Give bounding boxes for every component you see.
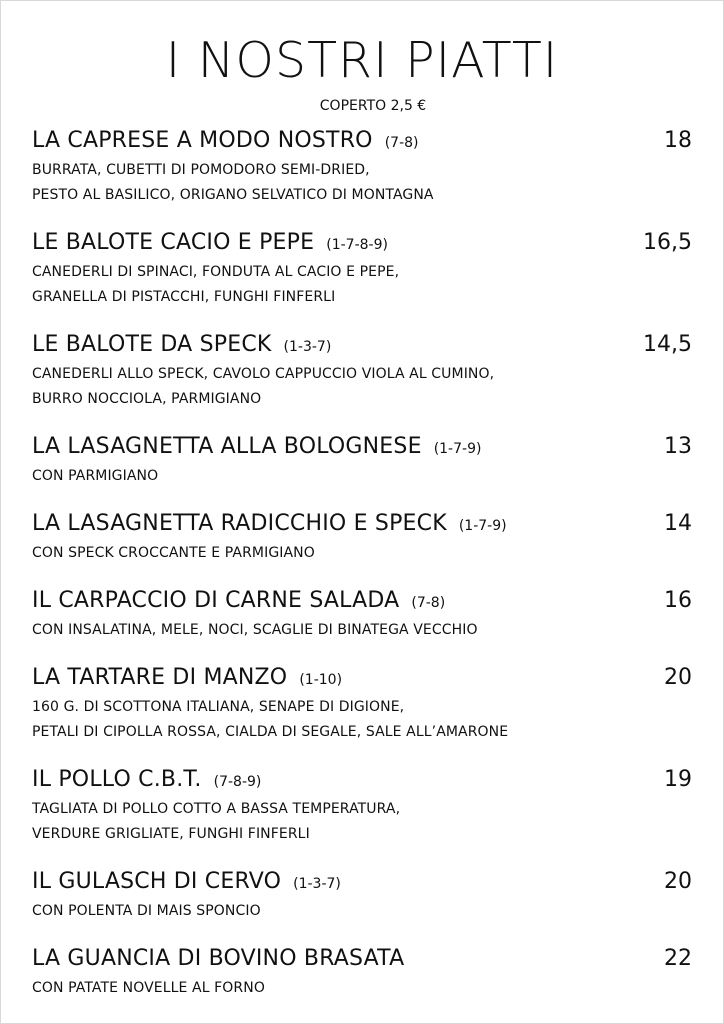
dish-price: 14,5 xyxy=(643,332,692,357)
coperto-charge: COPERTO 2,5 € xyxy=(319,98,427,114)
dish-allergens: (1-3-7) xyxy=(283,339,332,355)
dish-name: LA CAPRESE A MODO NOSTRO xyxy=(32,128,373,153)
dish-description xyxy=(32,797,692,847)
dish-allergens: (7-8) xyxy=(384,135,419,151)
dish-name: LE BALOTE DA SPECK xyxy=(32,332,272,357)
dish-price: 16 xyxy=(664,588,692,613)
menu-items-list xyxy=(32,126,692,1021)
dish-description-line: CON PATATE NOVELLE AL FORNO xyxy=(32,980,265,996)
dish-name: LA LASAGNETTA ALLA BOLOGNESE xyxy=(32,434,422,459)
dish-description-line: CON PARMIGIANO xyxy=(32,468,159,484)
dish-description xyxy=(32,464,692,489)
menu-item xyxy=(32,509,692,586)
dish-description-line: CON POLENTA DI MAIS SPONCIO xyxy=(32,903,261,919)
dish-description xyxy=(32,976,692,1001)
dish-allergens: (7-8) xyxy=(411,595,446,611)
dish-name: IL GULASCH DI CERVO xyxy=(32,869,282,894)
menu-item xyxy=(32,867,692,944)
dish-description-line: VERDURE GRIGLIATE, FUNGHI FINFERLI xyxy=(32,826,310,842)
menu-item xyxy=(32,330,692,432)
dish-description-line: CANEDERLI ALLO SPECK, CAVOLO CAPPUCCIO VIOLA AL CUMINO, xyxy=(32,366,495,382)
dish-description-line: TAGLIATA DI POLLO COTTO A BASSA TEMPERATURA, xyxy=(32,801,401,817)
dish-price: 22 xyxy=(664,946,692,971)
dish-description-line: BURRATA, CUBETTI DI POMODORO SEMI-DRIED, xyxy=(32,162,370,178)
dish-name: LE BALOTE CACIO E PEPE xyxy=(32,230,315,255)
dish-price: 14 xyxy=(664,511,692,536)
dish-description xyxy=(32,899,692,924)
menu-item xyxy=(32,228,692,330)
menu-item xyxy=(32,944,692,1021)
menu-item xyxy=(32,432,692,509)
dish-price: 20 xyxy=(664,665,692,690)
dish-description-line: CON INSALATINA, MELE, NOCI, SCAGLIE DI BINATEGA VECCHIO xyxy=(32,622,478,638)
dish-price: 18 xyxy=(664,128,692,153)
dish-allergens: (1-7-9) xyxy=(458,518,507,534)
dish-allergens: (1-7-9) xyxy=(433,441,482,457)
dish-description xyxy=(32,362,692,412)
dish-description-line: GRANELLA DI PISTACCHI, FUNGHI FINFERLI xyxy=(32,289,336,305)
dish-description-line: 160 G. DI SCOTTONA ITALIANA, SENAPE DI DIGIONE, xyxy=(32,699,405,715)
dish-description-line: CON SPECK CROCCANTE E PARMIGIANO xyxy=(32,545,315,561)
dish-price: 19 xyxy=(664,767,692,792)
dish-description xyxy=(32,618,692,643)
dish-allergens: (1-3-7) xyxy=(293,876,341,892)
dish-name: LA GUANCIA DI BOVINO BRASATA xyxy=(32,946,405,971)
dish-allergens: (1-10) xyxy=(299,672,343,688)
menu-title: I NOSTRI PIATTI xyxy=(165,32,559,89)
dish-name: IL POLLO C.B.T. xyxy=(32,767,202,792)
dish-description-line: PESTO AL BASILICO, ORIGANO SELVATICO DI MONTAGNA xyxy=(32,187,434,203)
dish-description-line: PETALI DI CIPOLLA ROSSA, CIALDA DI SEGALE, SALE ALL’AMARONE xyxy=(32,724,509,740)
menu-item xyxy=(32,126,692,228)
dish-description xyxy=(32,158,692,208)
dish-name: LA TARTARE DI MANZO xyxy=(32,665,288,690)
dish-allergens: (7-8-9) xyxy=(213,774,262,790)
dish-description xyxy=(32,260,692,310)
dish-name: IL CARPACCIO DI CARNE SALADA xyxy=(32,588,400,613)
dish-description-line: BURRO NOCCIOLA, PARMIGIANO xyxy=(32,391,262,407)
dish-description-line: CANEDERLI DI SPINACI, FONDUTA AL CACIO E PEPE, xyxy=(32,264,400,280)
dish-price: 16,5 xyxy=(643,230,692,255)
menu-item xyxy=(32,586,692,663)
dish-name: LA LASAGNETTA RADICCHIO E SPECK xyxy=(32,511,447,536)
dish-description xyxy=(32,695,692,745)
menu-item xyxy=(32,663,692,765)
dish-price: 13 xyxy=(664,434,692,459)
dish-allergens: (1-7-8-9) xyxy=(326,237,388,253)
dish-price: 20 xyxy=(664,869,692,894)
menu-item xyxy=(32,765,692,867)
dish-description xyxy=(32,541,692,566)
